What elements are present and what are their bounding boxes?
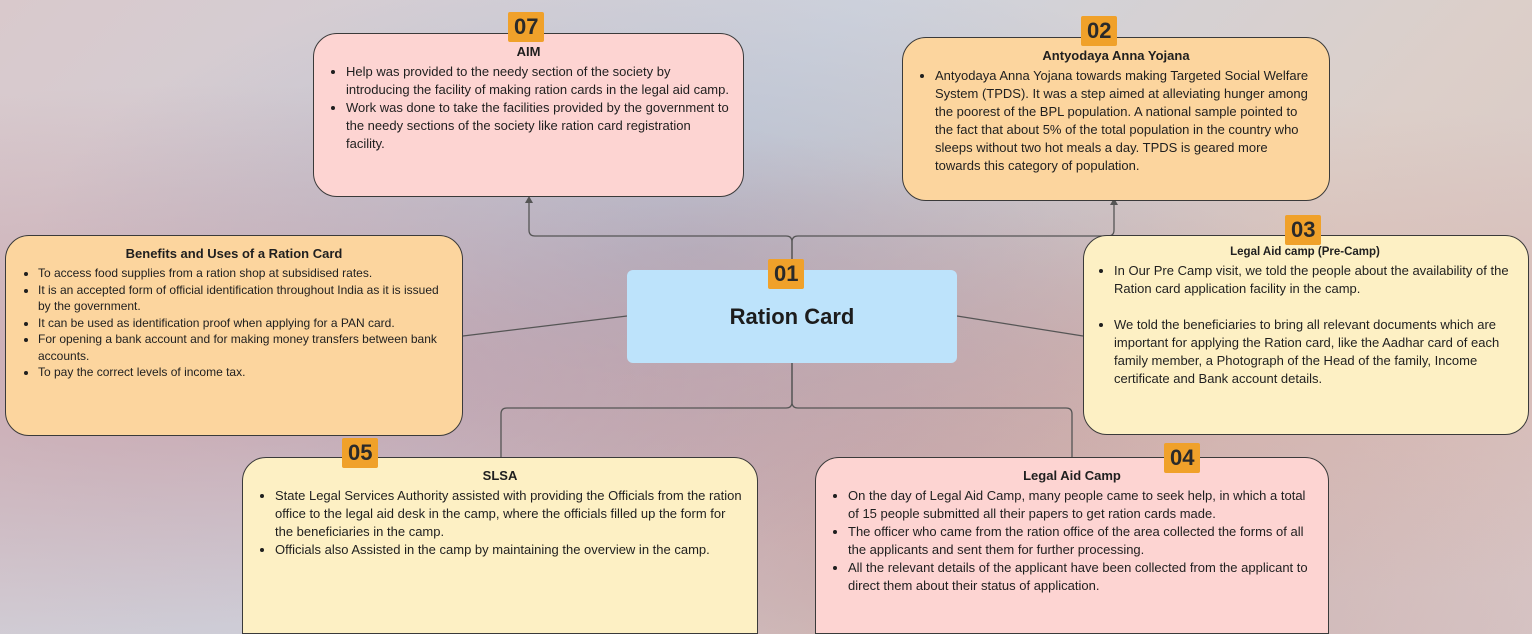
legalcamp-item: • The officer who came from the ration office of the area collected the forms of all the applicants and sent them for further processing. — [848, 523, 1314, 559]
legalcamp-list — [830, 487, 1314, 595]
list-spacer — [1114, 298, 1514, 316]
center-title: Ration Card — [729, 303, 855, 329]
connector-slsa — [501, 363, 792, 457]
legalcamp-item: • On the day of Legal Aid Camp, many people came to seek help, in which a total of 15 people submitted all their papers to get ration cards made. — [848, 487, 1314, 523]
precamp-title: Legal Aid camp (Pre-Camp) — [1230, 246, 1380, 258]
aim-title: AIM — [516, 44, 541, 59]
precamp-list — [1096, 262, 1514, 388]
badge-07: 07 — [508, 12, 544, 42]
precamp-item: • In Our Pre Camp visit, we told the people about the availability of the Ration card application facility in the camp. — [1114, 262, 1514, 298]
connector-legalcamp — [792, 363, 1072, 457]
precamp-item: • We told the beneficiaries to bring all relevant documents which are important for applying the Ration card, like the Aadhar card of each family member, a Photograph of the Head of the family, Income certificate and Bank account details. — [1114, 316, 1514, 388]
benefits-list — [20, 265, 448, 381]
legalcamp-item: • All the relevant details of the applicant have been collected from the applicant to direct them about their status of application. — [848, 559, 1314, 595]
antyodaya-item: • Antyodaya Anna Yojana towards making Targeted Social Welfare System (TPDS). It was a step aimed at alleviating hunger among the poorest of the BPL population. A national sample pointed to the fact that about 5% of the total population in the country who sleeps without two hot meals a day. TPDS is geared more towards this category of population. — [935, 67, 1315, 175]
badge-02: 02 — [1081, 16, 1117, 46]
benefits-item: • To access food supplies from a ration shop at subsidised rates. — [38, 265, 448, 282]
benefits-item: • For opening a bank account and for making money transfers between bank accounts. — [38, 331, 448, 364]
legalcamp-title: Legal Aid Camp — [1023, 468, 1121, 483]
badge-04: 04 — [1164, 443, 1200, 473]
antyodaya-card — [902, 37, 1330, 201]
connector-precamp — [957, 316, 1083, 336]
connector-benefits — [463, 316, 627, 336]
aim-item: • Work was done to take the facilities provided by the government to the needy sections of the society like ration card registration facility. — [346, 99, 729, 153]
benefits-item: • It is an accepted form of official identification throughout India as it is issued by the government. — [38, 282, 448, 315]
slsa-card — [242, 457, 758, 634]
antyodaya-title: Antyodaya Anna Yojana — [1042, 48, 1190, 63]
benefits-item: • To pay the correct levels of income tax. — [38, 364, 448, 381]
slsa-item: • State Legal Services Authority assisted with providing the Officials from the ration office to the legal aid desk in the camp, where the officials filled up the form for the beneficiaries in the camp. — [275, 487, 743, 541]
benefits-item: • It can be used as identification proof when applying for a PAN card. — [38, 315, 448, 332]
legalcamp-card — [815, 457, 1329, 634]
precamp-card — [1083, 235, 1529, 435]
slsa-title: SLSA — [482, 468, 518, 483]
badge-05: 05 — [342, 438, 378, 468]
connector-aim — [529, 200, 792, 270]
aim-card — [313, 33, 744, 197]
benefits-title: Benefits and Uses of a Ration Card — [125, 246, 343, 261]
slsa-list — [257, 487, 743, 559]
antyodaya-list — [917, 67, 1315, 175]
slsa-item: • Officials also Assisted in the camp by maintaining the overview in the camp. — [275, 541, 743, 559]
aim-item: • Help was provided to the needy section of the society by introducing the facility of making ration cards in the legal aid camp. — [346, 63, 729, 99]
badge-03: 03 — [1285, 215, 1321, 245]
badge-01: 01 — [768, 259, 804, 289]
aim-list — [328, 63, 729, 153]
benefits-card — [5, 235, 463, 436]
connector-antyodaya — [792, 202, 1114, 270]
